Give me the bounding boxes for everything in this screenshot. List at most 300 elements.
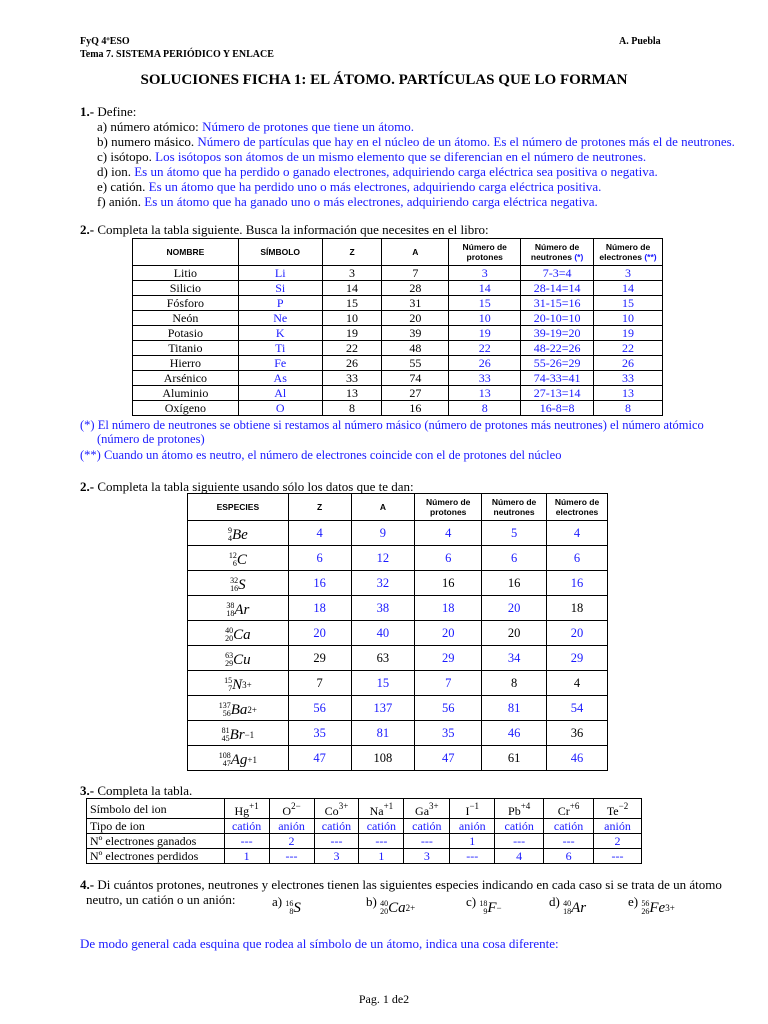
table-cell: 12 <box>351 546 415 571</box>
species-notation-atomic: 29 <box>225 659 234 669</box>
q4-notation <box>479 900 501 917</box>
species-notation-symbol: S <box>238 576 246 593</box>
species-cell <box>188 521 289 546</box>
table-cell: 13 <box>322 386 382 401</box>
q4-notation-symbol: Ca <box>388 899 406 916</box>
q4-heading: 4.- Di cuántos protones, neutrones y electrones tienen las siguientes especies indicando en cada caso si se trata de un átomo <box>80 877 722 892</box>
table-cell: 55 <box>382 356 449 371</box>
definition-answer: Es un átomo que ha perdido uno o más electrones, adquiriendo carga eléctrica positiva. <box>148 179 602 194</box>
species-notation-atomic: 6 <box>232 559 237 569</box>
table-cell: 81 <box>482 696 547 721</box>
table-cell: --- <box>544 834 594 849</box>
q4-species <box>466 894 502 917</box>
table-cell: 6 <box>544 849 594 864</box>
species-notation-mass: 81 <box>221 726 230 736</box>
species-notation-symbol: N <box>232 676 243 693</box>
table-cell: 33 <box>322 371 382 386</box>
header-course: FyQ 4ºESO <box>80 36 130 47</box>
table-cell: 27 <box>382 386 449 401</box>
ion-symbol: $Na^{+1}$ <box>369 801 394 818</box>
species-notation-mass: 40 <box>225 626 234 636</box>
table-cell: 35 <box>288 721 351 746</box>
table-cell: 6 <box>482 546 547 571</box>
table-cell: Neón <box>133 311 239 326</box>
q4-notation <box>380 900 415 917</box>
table-cell: 36 <box>547 721 608 746</box>
q4-notation <box>563 900 586 917</box>
ions-table <box>86 798 642 864</box>
species-notation-symbol: Ba <box>230 701 248 718</box>
ion-symbol: $Pb^{+4}$ <box>508 801 531 818</box>
definition-item <box>97 149 735 164</box>
table-cell: 22 <box>322 341 382 356</box>
q4-notation-symbol: F <box>487 899 497 916</box>
table-cell: 3 <box>314 849 359 864</box>
table-cell: 20 <box>547 621 608 646</box>
definition-item <box>97 194 735 209</box>
row-label: Tipo de ion <box>87 819 225 834</box>
table-cell: Li <box>238 266 322 281</box>
table-cell: 13 <box>449 386 521 401</box>
q4-notation-atomic: 26 <box>641 907 650 916</box>
table-cell: 48 <box>382 341 449 356</box>
q4-notation <box>285 900 301 917</box>
table-row <box>133 341 663 356</box>
species-cell <box>188 671 289 696</box>
column-header: Z <box>288 494 351 521</box>
species-notation-mass: 12 <box>228 551 237 561</box>
q4-notation-atomic: 8 <box>289 907 294 916</box>
table-cell: Ti <box>238 341 322 356</box>
q4-notation-mass: 56 <box>641 899 650 908</box>
table-cell: 20 <box>288 621 351 646</box>
species-notation-numbers <box>219 752 231 768</box>
table-cell: 4 <box>288 521 351 546</box>
q4-notation-mass: 40 <box>563 899 572 908</box>
ion-charge: −2 <box>618 801 629 811</box>
closing-text: De modo general cada esquina que rodea al símbolo de un átomo, indica una cosa diferente: <box>80 936 559 951</box>
table-row <box>188 671 608 696</box>
table-cell: 63 <box>351 646 415 671</box>
table-cell: 8 <box>322 401 382 416</box>
table-cell: 6 <box>547 546 608 571</box>
table-row <box>188 721 608 746</box>
species-notation-atomic: 56 <box>222 709 231 719</box>
q4-notation-numbers <box>285 900 293 916</box>
species-cell <box>188 546 289 571</box>
table-cell: 20 <box>382 311 449 326</box>
table-cell: 48-22=26 <box>521 341 594 356</box>
definition-term: f) anión. <box>97 194 145 209</box>
table-cell: 34 <box>482 646 547 671</box>
q4-label: b) <box>366 894 381 909</box>
table-cell: 16 <box>482 571 547 596</box>
header-topic: Tema 7. SISTEMA PERIÓDICO Y ENLACE <box>80 49 274 60</box>
table-cell: 2 <box>594 834 642 849</box>
table-cell: 15 <box>322 296 382 311</box>
table-cell: 4 <box>547 521 608 546</box>
table-cell: 15 <box>351 671 415 696</box>
table-cell: catión <box>359 819 404 834</box>
table-cell <box>359 799 404 819</box>
definition-item <box>97 179 735 194</box>
table-cell: 20-10=10 <box>521 311 594 326</box>
ion-charge: −1 <box>469 801 480 811</box>
table-row <box>188 696 608 721</box>
table-cell: 7 <box>415 671 482 696</box>
table-cell: 16 <box>382 401 449 416</box>
table-cell <box>404 799 450 819</box>
table-cell: 56 <box>415 696 482 721</box>
table-cell: Fósforo <box>133 296 239 311</box>
species-cell <box>188 746 289 771</box>
species-notation-atomic: 4 <box>227 534 232 544</box>
table-cell: Litio <box>133 266 239 281</box>
q3-heading: 3.- Completa la tabla. <box>80 783 193 798</box>
table-row <box>133 281 663 296</box>
table-cell: 54 <box>547 696 608 721</box>
species-cell <box>188 621 289 646</box>
table-cell: 6 <box>288 546 351 571</box>
table-cell: 46 <box>482 721 547 746</box>
definition-term: c) isótopo. <box>97 149 156 164</box>
species-notation <box>219 702 257 719</box>
table-cell: 28 <box>382 281 449 296</box>
ion-symbol: $O^{2-}$ <box>282 801 301 818</box>
table-cell: --- <box>404 834 450 849</box>
table-cell: catión <box>224 819 269 834</box>
species-cell <box>188 696 289 721</box>
table-cell: Potasio <box>133 326 239 341</box>
table-cell: 74 <box>382 371 449 386</box>
table-cell: 33 <box>594 371 663 386</box>
definition-answer: Número de protones que tiene un átomo. <box>202 119 414 134</box>
species-notation-charge: 2+ <box>247 705 257 716</box>
row-label: Símbolo del ion <box>87 799 225 819</box>
ion-symbol: $Te^{-2}$ <box>606 801 629 818</box>
table-cell: --- <box>269 849 314 864</box>
table-cell: catión <box>495 819 544 834</box>
table-cell: 14 <box>322 281 382 296</box>
table-cell: 10 <box>449 311 521 326</box>
table-row <box>133 296 663 311</box>
table-cell: 10 <box>594 311 663 326</box>
table-cell <box>450 799 495 819</box>
q4-label: c) <box>466 894 480 909</box>
definition-item <box>97 134 735 149</box>
species-notation <box>230 577 246 594</box>
table-cell: 35 <box>415 721 482 746</box>
table-row <box>133 266 663 281</box>
table-cell: 8 <box>594 401 663 416</box>
ion-charge: +1 <box>383 801 394 811</box>
mark-electrons: (**) <box>644 252 657 262</box>
species-notation-atomic: 18 <box>226 609 235 619</box>
table-cell: 3 <box>594 266 663 281</box>
table-row <box>188 596 608 621</box>
table-cell: 55-26=29 <box>521 356 594 371</box>
column-header: A <box>382 239 449 266</box>
species-notation-mass: 137 <box>218 701 231 711</box>
species-notation-atomic: 20 <box>225 634 234 644</box>
table-cell: 7-3=4 <box>521 266 594 281</box>
table-cell: 39 <box>382 326 449 341</box>
q4-notation-mass: 40 <box>380 899 389 908</box>
table-cell: As <box>238 371 322 386</box>
page-footer: Pag. 1 de2 <box>358 992 410 1006</box>
species-notation <box>229 552 247 569</box>
q4-notation-charge: 3+ <box>665 903 675 913</box>
species-notation <box>219 752 257 769</box>
table-cell: 18 <box>547 596 608 621</box>
ion-symbol: $Co^{3+}$ <box>324 801 349 818</box>
q2a-heading: 2.- Completa la tabla siguiente. Busca la información que necesites en el libro: <box>80 222 489 237</box>
ion-charge: +6 <box>569 801 580 811</box>
species-notation <box>225 627 251 644</box>
table-cell: 22 <box>594 341 663 356</box>
table-cell: 20 <box>482 621 547 646</box>
table-cell: Hierro <box>133 356 239 371</box>
table-cell: anión <box>594 819 642 834</box>
table-cell: 18 <box>288 596 351 621</box>
table-cell: 15 <box>594 296 663 311</box>
species-notation <box>228 527 248 544</box>
table-row <box>133 401 663 416</box>
table-cell: 74-33=41 <box>521 371 594 386</box>
table-cell: 4 <box>495 849 544 864</box>
table-cell: 47 <box>288 746 351 771</box>
q4-notation-atomic: 18 <box>563 907 572 916</box>
species-cell <box>188 646 289 671</box>
table-row <box>133 326 663 341</box>
column-header: Número de protones <box>415 494 482 521</box>
species-notation-numbers <box>222 727 230 743</box>
table-cell: 16-8=8 <box>521 401 594 416</box>
table-cell: 4 <box>415 521 482 546</box>
table-row <box>133 371 663 386</box>
q4-label: d) <box>549 894 564 909</box>
table-cell: 20 <box>415 621 482 646</box>
table-cell: Oxígeno <box>133 401 239 416</box>
table-row <box>87 819 642 834</box>
table-cell: 2 <box>269 834 314 849</box>
table-cell: 40 <box>351 621 415 646</box>
table-cell: 33 <box>449 371 521 386</box>
species-notation-numbers <box>224 677 232 693</box>
table-cell: 13 <box>594 386 663 401</box>
species-notation-charge: 3+ <box>242 680 252 691</box>
table-cell: 3 <box>322 266 382 281</box>
definition-answer: Es un átomo que ha perdido o ganado electrones, adquiriendo carga eléctrica sea positiva o negativa. <box>134 164 658 179</box>
q4-notation-symbol: Fe <box>649 899 666 916</box>
species-notation-atomic: 45 <box>221 734 230 744</box>
column-header: SÍMBOLO <box>238 239 322 266</box>
q4-heading-cont: neutro, un catión o un anión: <box>86 892 236 907</box>
table-cell: 3 <box>449 266 521 281</box>
table-cell: --- <box>359 834 404 849</box>
table-cell: 27-13=14 <box>521 386 594 401</box>
species-notation <box>225 652 251 669</box>
ion-charge: 2− <box>291 801 301 811</box>
table-row <box>87 799 642 819</box>
q4-notation-mass: 16 <box>285 899 294 908</box>
q4-notation-atomic: 20 <box>380 907 389 916</box>
species-cell <box>188 721 289 746</box>
table-cell: 26 <box>449 356 521 371</box>
ion-symbol: $Hg^{+1}$ <box>234 801 259 818</box>
table-cell <box>495 799 544 819</box>
q4-species <box>549 894 586 917</box>
table-cell: 29 <box>415 646 482 671</box>
q4-notation-numbers <box>380 900 388 916</box>
table-cell: 6 <box>415 546 482 571</box>
table-cell: 1 <box>359 849 404 864</box>
ion-symbol: $I^{-1}$ <box>465 801 480 818</box>
column-header: Z <box>322 239 382 266</box>
column-header: NOMBRE <box>133 239 239 266</box>
table-cell: 29 <box>547 646 608 671</box>
mark-neutrons: (*) <box>574 252 584 262</box>
elements-table <box>132 238 663 416</box>
ion-charge: 3+ <box>429 801 439 811</box>
table-row <box>87 834 642 849</box>
column-header: Número de neutrones (*) <box>521 239 594 266</box>
table-cell: 9 <box>351 521 415 546</box>
species-notation-mass: 9 <box>227 526 232 536</box>
table-cell: Fe <box>238 356 322 371</box>
table-cell: 8 <box>449 401 521 416</box>
species-notation-symbol: Ca <box>233 626 251 643</box>
q4-notation <box>641 900 674 917</box>
table-cell <box>314 799 359 819</box>
table-cell: Al <box>238 386 322 401</box>
row-label: Nº electrones ganados <box>87 834 225 849</box>
table-cell: 32 <box>351 571 415 596</box>
definition-term: e) catión. <box>97 179 149 194</box>
table-cell: 26 <box>594 356 663 371</box>
table-row <box>188 521 608 546</box>
table-cell: 8 <box>482 671 547 696</box>
table-cell: 7 <box>288 671 351 696</box>
species-notation <box>224 677 252 694</box>
species-notation-symbol: C <box>236 551 247 568</box>
table-cell: 26 <box>322 356 382 371</box>
definition-term: d) ion. <box>97 164 135 179</box>
ion-charge: +1 <box>249 801 259 811</box>
q4-notation-atomic: 9 <box>483 907 488 916</box>
table-row <box>188 746 608 771</box>
ion-symbol: $Cr^{+6}$ <box>557 801 580 818</box>
definition-term: a) número atómico: <box>97 119 203 134</box>
table-cell: 38 <box>351 596 415 621</box>
ion-charge: 3+ <box>338 801 349 811</box>
ion-charge: +4 <box>520 801 531 811</box>
table-cell: --- <box>224 834 269 849</box>
table-cell: --- <box>314 834 359 849</box>
row-label: Nº electrones perdidos <box>87 849 225 864</box>
species-notation-mass: 15 <box>224 676 233 686</box>
page-title: SOLUCIONES FICHA 1: EL ÁTOMO. PARTÍCULAS QUE LO FORMAN <box>140 72 628 88</box>
table-cell: 10 <box>322 311 382 326</box>
species-cell <box>188 596 289 621</box>
table-cell: 1 <box>450 834 495 849</box>
header-author: A. Puebla <box>619 36 661 47</box>
species-notation-symbol: Br <box>229 726 245 743</box>
table-cell: 19 <box>449 326 521 341</box>
column-header: A <box>351 494 415 521</box>
column-header: ESPECIES <box>188 494 289 521</box>
table-cell: 5 <box>482 521 547 546</box>
species-cell <box>188 571 289 596</box>
table-cell: 19 <box>594 326 663 341</box>
table-cell: --- <box>495 834 544 849</box>
table-cell: Arsénico <box>133 371 239 386</box>
table-row <box>188 571 608 596</box>
species-notation <box>226 602 249 619</box>
column-header: Número de protones <box>449 239 521 266</box>
table-cell <box>594 799 642 819</box>
table-row <box>188 646 608 671</box>
q4-label: a) <box>272 894 286 909</box>
table-cell: Silicio <box>133 281 239 296</box>
note-electrons: (**) Cuando un átomo es neutro, el número de electrones coincide con el de protones del núcleo <box>80 448 562 462</box>
table-row <box>188 621 608 646</box>
table-cell: 14 <box>594 281 663 296</box>
table-cell: 3 <box>404 849 450 864</box>
q4-notation-mass: 18 <box>479 899 488 908</box>
table-cell: anión <box>450 819 495 834</box>
species-notation-mass: 38 <box>226 601 235 611</box>
table-cell: 47 <box>415 746 482 771</box>
species-notation-mass: 108 <box>218 751 231 761</box>
table-cell: 7 <box>382 266 449 281</box>
species-notation-symbol: Ar <box>234 601 250 618</box>
column-header: Número de electrones <box>547 494 608 521</box>
table-cell: Aluminio <box>133 386 239 401</box>
table-cell: 56 <box>288 696 351 721</box>
table-cell: catión <box>314 819 359 834</box>
table-cell: --- <box>594 849 642 864</box>
table-row <box>188 546 608 571</box>
table-cell <box>544 799 594 819</box>
species-notation-symbol: Cu <box>233 651 251 668</box>
q4-notation-symbol: Ar <box>571 899 587 916</box>
q1-definitions <box>97 119 735 209</box>
table-cell: 39-19=20 <box>521 326 594 341</box>
table-cell: Ne <box>238 311 322 326</box>
q1-heading: 1.- Define: <box>80 104 137 119</box>
species-notation-numbers <box>229 552 237 568</box>
species-notation-numbers <box>219 702 231 718</box>
table-cell: O <box>238 401 322 416</box>
q4-notation-numbers <box>563 900 571 916</box>
column-header: Número de electrones (**) <box>594 239 663 266</box>
note-neutrons: (*) El número de neutrones se obtiene si restamos al número másico (número de protones más neutrones) el número atómico <box>80 418 704 432</box>
species-notation <box>222 727 255 744</box>
definition-answer: Es un átomo que ha ganado uno o más electrones, adquiriendo carga eléctrica negativa. <box>144 194 598 209</box>
table-cell: 31-15=16 <box>521 296 594 311</box>
species-notation-atomic: 16 <box>230 584 239 594</box>
table-cell: 19 <box>322 326 382 341</box>
q4-label: e) <box>628 894 642 909</box>
note-neutrons-cont: (número de protones) <box>97 432 205 446</box>
species-notation-symbol: Be <box>231 526 248 543</box>
table-row <box>133 386 663 401</box>
q4-notation-charge: − <box>496 903 502 913</box>
table-cell: 81 <box>351 721 415 746</box>
species-notation-numbers <box>225 627 233 643</box>
table-cell: 15 <box>449 296 521 311</box>
